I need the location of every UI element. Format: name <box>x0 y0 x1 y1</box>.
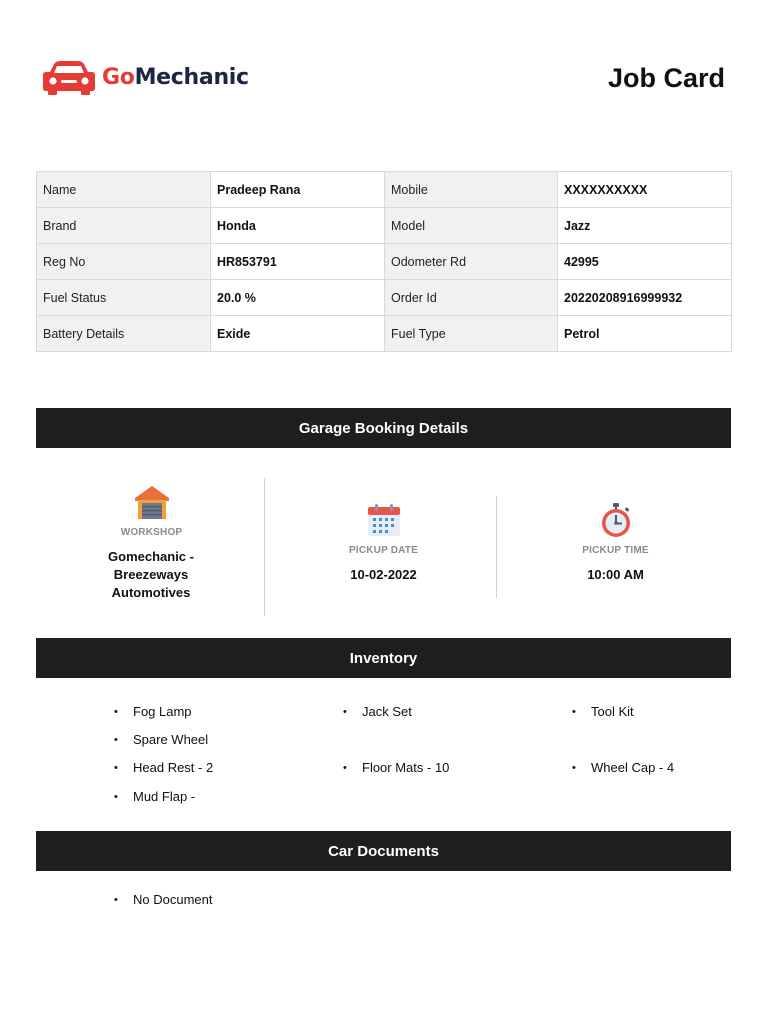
battery-label: Battery Details <box>37 316 211 352</box>
bullet: • <box>572 706 576 718</box>
inventory-item-label: Tool Kit <box>591 704 634 719</box>
calendar-icon <box>366 502 402 538</box>
fuel-status-label: Fuel Status <box>37 280 211 316</box>
reg-no-label: Reg No <box>37 244 211 280</box>
fuel-type-label: Fuel Type <box>385 316 558 352</box>
table-row <box>37 316 732 352</box>
pickup-date-value: 10-02-2022 <box>350 567 417 582</box>
garage-booking-header: Garage Booking Details <box>36 408 731 448</box>
battery-value: Exide <box>211 316 385 352</box>
table-row <box>37 244 732 280</box>
inventory-item-label: Floor Mats - 10 <box>362 760 450 775</box>
brand-name-mechanic: Mechanic <box>134 65 249 90</box>
bullet: • <box>343 762 347 774</box>
workshop-block <box>36 484 267 602</box>
booking-divider <box>264 478 265 616</box>
page-title: Job Card <box>607 63 725 93</box>
garage-icon <box>133 484 171 520</box>
bullet: • <box>114 894 118 906</box>
model-value: Jazz <box>558 208 732 244</box>
bullet: • <box>114 791 118 803</box>
bullet: • <box>572 762 576 774</box>
brand-value: Honda <box>211 208 385 244</box>
pickup-time-value: 10:00 AM <box>587 567 644 582</box>
car-documents-header: Car Documents <box>36 831 731 871</box>
document-item-label: No Document <box>133 892 213 907</box>
name-value: Pradeep Rana <box>211 172 385 208</box>
brand-name <box>102 67 249 89</box>
pickup-date-block <box>268 502 499 584</box>
inventory-item-label: Head Rest - 2 <box>133 760 214 775</box>
pickup-time-block <box>500 502 731 584</box>
inventory-item-label: Spare Wheel <box>133 732 209 747</box>
bullet: • <box>343 706 347 718</box>
brand-label: Brand <box>37 208 211 244</box>
workshop-name: Gomechanic - Breezeways Automotives <box>108 549 194 600</box>
odometer-value: 42995 <box>558 244 732 280</box>
model-label: Model <box>385 208 558 244</box>
header <box>0 0 768 120</box>
mobile-label: Mobile <box>385 172 558 208</box>
mobile-value: XXXXXXXXXX <box>558 172 732 208</box>
inventory-item-label: Fog Lamp <box>133 704 192 719</box>
workshop-caption: WORKSHOP <box>120 527 183 538</box>
table-row <box>37 280 732 316</box>
bullet: • <box>114 706 118 718</box>
booking-divider <box>496 496 497 598</box>
inventory-item-label: Wheel Cap - 4 <box>591 760 675 775</box>
car-logo-icon <box>42 60 96 96</box>
gomechanic-logo <box>42 60 249 96</box>
fuel-type-value: Petrol <box>558 316 732 352</box>
order-id-value: 20220208916999932 <box>558 280 732 316</box>
odometer-label: Odometer Rd <box>385 244 558 280</box>
stopwatch-icon <box>598 502 634 538</box>
pickup-time-caption: PICKUP TIME <box>582 545 649 556</box>
name-label: Name <box>37 172 211 208</box>
bullet: • <box>114 734 118 746</box>
inventory-item-label: Jack Set <box>362 704 412 719</box>
table-row <box>37 172 732 208</box>
bullet: • <box>114 762 118 774</box>
inventory-item-label: Mud Flap - <box>133 789 196 804</box>
inventory-header: Inventory <box>36 638 731 678</box>
reg-no-value: HR853791 <box>211 244 385 280</box>
vehicle-info-table <box>36 171 732 352</box>
fuel-status-value: 20.0 % <box>211 280 385 316</box>
pickup-date-caption: PICKUP DATE <box>348 545 419 556</box>
order-id-label: Order Id <box>385 280 558 316</box>
booking-details <box>36 470 731 630</box>
table-row <box>37 208 732 244</box>
brand-name-go: Go <box>102 65 135 90</box>
